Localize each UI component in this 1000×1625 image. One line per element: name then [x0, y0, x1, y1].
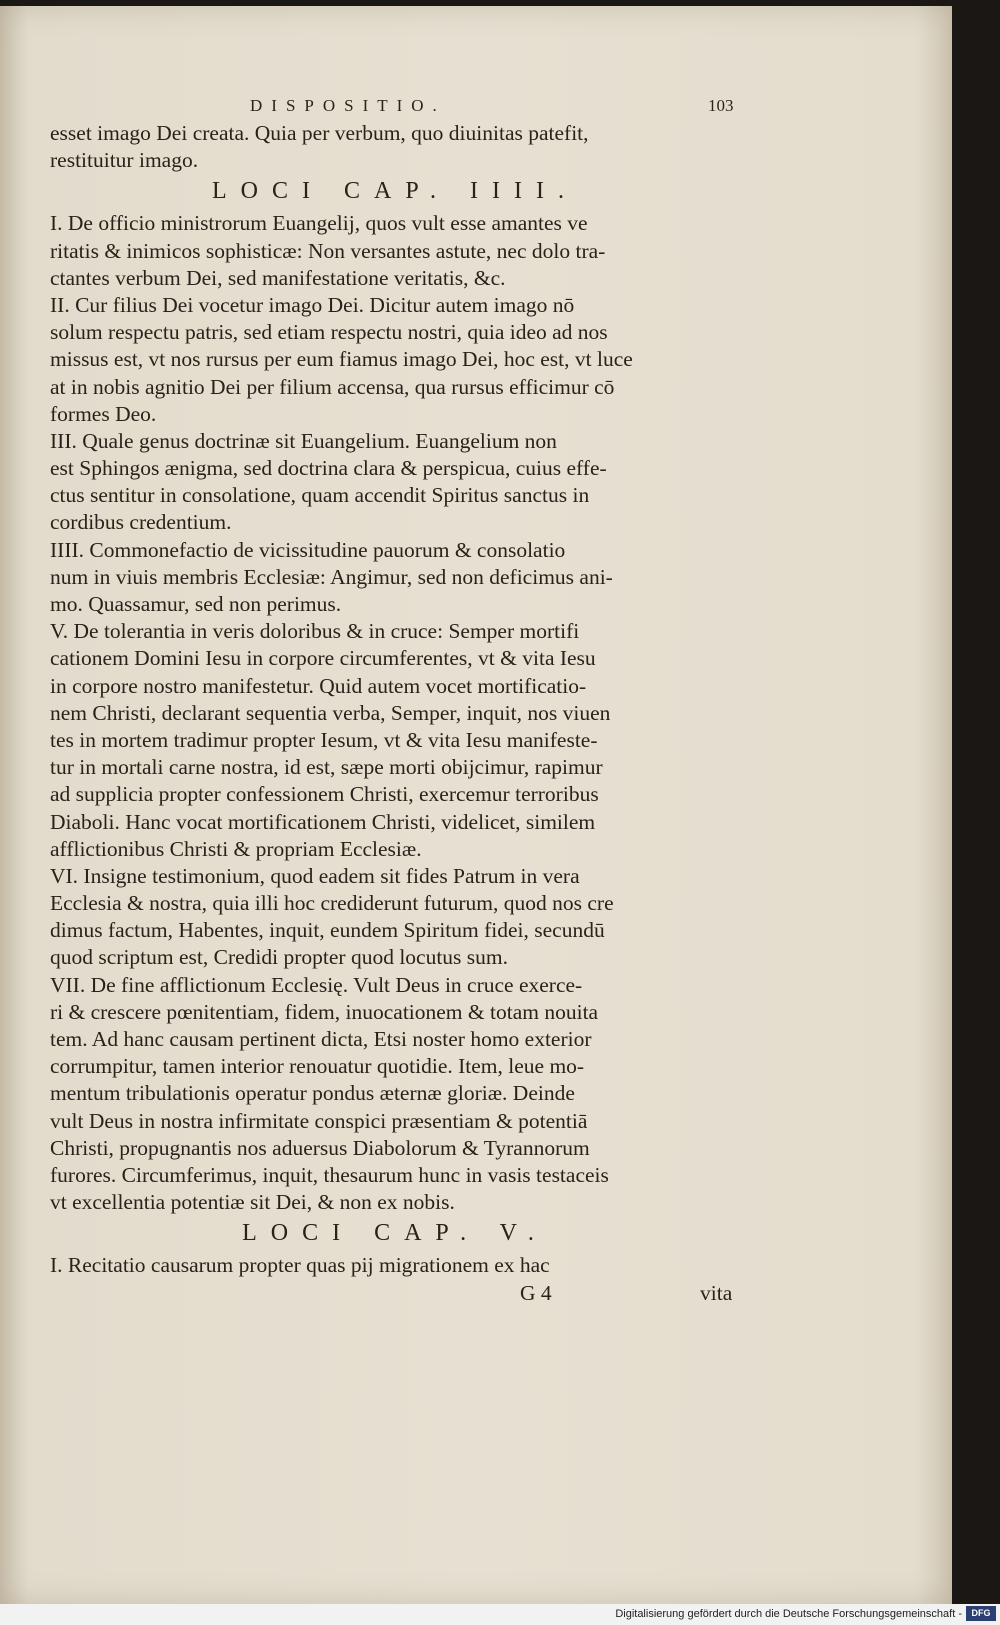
footer-credit: Digitalisierung gefördert durch die Deutsche Forschungsgemeinschaft - [615, 1608, 962, 1620]
text-line: mentum tribulationis operatur pondus æternæ gloriæ. Deinde [50, 1081, 575, 1106]
text-line: ri & crescere pœnitentiam, fidem, inuocationem & totam nouita [50, 999, 599, 1024]
text-line: tes in mortem tradimur propter Iesum, vt & vita Iesu manifeste- [50, 727, 598, 752]
text-line: num in viuis membris Ecclesiæ: Angimur, sed non deficimus ani- [50, 564, 613, 589]
running-head: DISPOSITIO. [250, 96, 446, 115]
text-line: tur in mortali carne nostra, id est, sæpe morti obijcimur, rapimur [50, 755, 603, 780]
text-line: ctus sentitur in consolatione, quam accendit Spiritus sanctus in [50, 483, 590, 508]
text-line: at in nobis agnitio Dei per filium accensa, qua rursus efficimur cō [50, 374, 615, 399]
text-line: cordibus credentium. [50, 510, 232, 535]
text-line: VI. Insigne testimonium, quod eadem sit fides Patrum in vera [50, 863, 580, 888]
text-line: solum respectu patris, sed etiam respectu nostri, quia ideo ad nos [50, 320, 608, 345]
text-line: I. De officio ministrorum Euangelij, quos vult esse amantes ve [50, 211, 588, 236]
main-text [50, 120, 740, 1307]
text-line: V. De tolerantia in veris doloribus & in cruce: Semper mortifi [50, 619, 580, 644]
text-line: vt excellentia potentiæ sit Dei, & non ex nobis. [50, 1190, 455, 1215]
text-line: corrumpitur, tamen interior renouatur quotidie. Item, leue mo- [50, 1054, 585, 1079]
catchword: vita [700, 1280, 733, 1305]
text-line: quod scriptum est, Credidi propter quod locutus sum. [50, 945, 509, 970]
text-line: Christi, propugnantis nos aduersus Diabolorum & Tyrannorum [50, 1135, 590, 1160]
text-line: IIII. Commonefactio de vicissitudine pauorum & consolatio [50, 537, 566, 562]
text-line: dimus factum, Habentes, inquit, eundem Spiritum fidei, secundū [50, 918, 605, 943]
text-line: ad supplicia propter confessionem Christi, exercemur terroribus [50, 782, 599, 807]
text-line: I. Recitatio causarum propter quas pij migrationem ex hac [50, 1253, 550, 1278]
chapter-heading: LOCI CAP. V. [242, 1220, 548, 1247]
text-line: est Sphingos ænigma, sed doctrina clara & perspicua, cuius effe- [50, 456, 607, 481]
text-line: II. Cur filius Dei vocetur imago Dei. Dicitur autem imago nō [50, 292, 575, 317]
text-line: cationem Domini Iesu in corpore circumferentes, vt & vita Iesu [50, 646, 596, 671]
text-line: ritatis & inimicos sophisticæ: Non versantes astute, nec dolo tra- [50, 238, 606, 263]
text-line: III. Quale genus doctrinæ sit Euangelium. Euangelium non [50, 428, 557, 453]
text-line: missus est, vt nos rursus per eum fiamus imago Dei, hoc est, vt luce [50, 347, 633, 372]
dfg-logo: DFG [966, 1606, 996, 1621]
text-line: mo. Quassamur, sed non perimus. [50, 592, 342, 616]
chapter-heading: LOCI CAP. IIII. [212, 178, 578, 205]
page-number: 103 [708, 96, 734, 115]
text-line: afflictionibus Christi & propriam Ecclesiæ. [50, 836, 422, 861]
text-line: vult Deus in nostra infirmitate conspici præsentiam & potentiā [50, 1108, 588, 1133]
text-line: formes Deo. [50, 401, 157, 426]
text-line: tem. Ad hanc causam pertinent dicta, Etsi noster homo exterior [50, 1027, 592, 1051]
signature-line [50, 1280, 740, 1307]
text-line: nem Christi, declarant sequentia verba, Semper, inquit, nos viuen [50, 700, 611, 725]
signature-mark: G 4 [520, 1280, 552, 1305]
text-line: furores. Circumferimus, inquit, thesaurum hunc in vasis testaceis [50, 1162, 609, 1187]
text-line: Diaboli. Hanc vocat mortificationem Christi, videlicet, similem [50, 809, 596, 834]
text-line: VII. De fine afflictionum Ecclesię. Vult Deus in cruce exerce- [50, 972, 583, 997]
text-line: restituitur imago. [50, 148, 199, 173]
text-line: esset imago Dei creata. Quia per verbum, quo diuinitas patefit, [50, 121, 589, 145]
text-line: ctantes verbum Dei, sed manifestatione veritatis, &c. [50, 265, 506, 290]
text-line: in corpore nostro manifestetur. Quid autem vocet mortificatio- [50, 673, 587, 698]
text-line: Ecclesia & nostra, quia illi hoc crediderunt futurum, quod nos cre [50, 891, 614, 916]
